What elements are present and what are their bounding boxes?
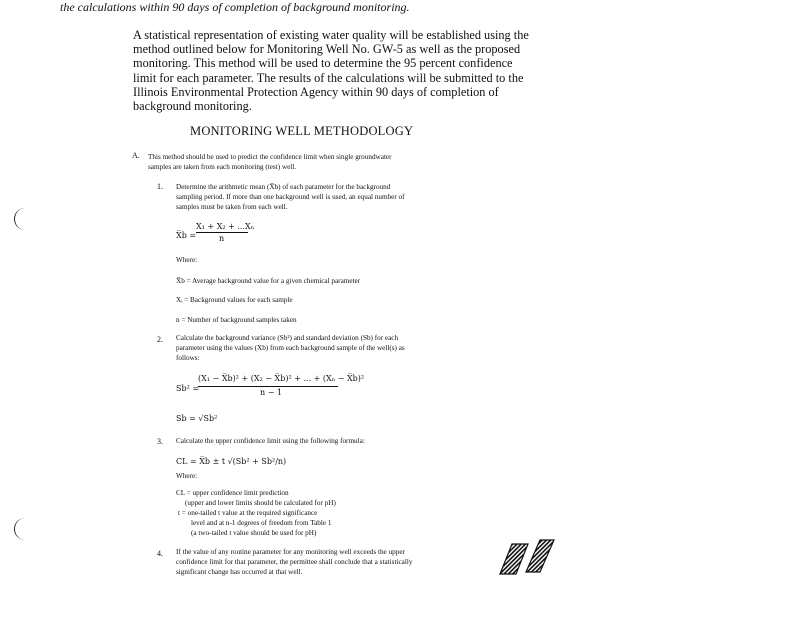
step-1-def-mean: X̅b = Average background value for a given chemical parameter [176,277,361,285]
mean-formula-bar [196,232,248,233]
intro-paragraph [133,28,529,114]
step-2-line: follows: [176,354,200,362]
step-1-text [176,182,405,212]
intro-line: Illinois Environmental Protection Agency within 90 days of completion of [133,84,499,99]
step-4-text [176,547,412,577]
variance-formula-denominator: n − 1 [260,388,283,397]
intro-line: monitoring. This method will be used to determine the 95 percent confidence [133,56,513,71]
section-a-line: samples are taken from each monitoring (test) well. [148,163,297,171]
intro-line: background monitoring. [133,99,252,114]
step-2-number: 2. [157,335,163,344]
section-a-label: A. [132,151,140,160]
section-a-text [148,152,392,172]
step-4-line: significant change has occurred at that well. [176,568,303,576]
section-a-line: This method should be used to predict the confidence limit when single groundwater [148,153,392,161]
step-1-def-values: Xᵢ = Background values for each sample [176,296,293,304]
step-1-def-count: n = Number of background samples taken [176,316,297,324]
intro-line: method outlined below for Monitoring Well No. GW-5 as well as the proposed [133,42,521,57]
step-3-def-two-tailed: (a two-tailed t value should be used for pH) [191,529,317,537]
step-2-line: parameter using the values (Xb) from each background sample of the well(s) as [176,344,405,352]
confidence-limit-formula: CL = X̅b ± t √(Sb² + Sb²/n) [176,457,287,466]
step-1-line: Determine the arithmetic mean (X̅b) of each parameter for the background [176,183,391,191]
step-1-where: Where: [176,256,198,264]
variance-formula-numerator: (X₁ − X̅b)² + (X₂ − X̅b)² + ... + (Xₙ − X̅b)² [198,374,365,383]
stamp-shape-left [500,544,528,574]
step-3-def-ph: (upper and lower limits should be calculated for pH) [185,499,336,507]
step-4-line: If the value of any routine parameter for any monitoring well exceeds the upper [176,548,405,556]
top-line: the calculations within 90 days of completion of background monitoring. [60,0,410,14]
section-title: MONITORING WELL METHODOLOGY [190,124,414,138]
mean-formula-lhs: X̅b = [176,231,197,240]
step-2-text [176,333,405,363]
step-3-def-cl: CL = upper confidence limit prediction [176,489,289,497]
mean-formula-denominator: n [219,234,225,243]
variance-formula-bar [198,386,338,387]
variance-formula-lhs: Sb² = [176,384,200,393]
intro-line: A statistical representation of existing water quality will be established using the [133,28,529,42]
stamp-mark [490,536,562,576]
step-4-number: 4. [157,549,163,558]
step-1-line: sampling period. If more than one background well is used, an equal number of [176,193,405,201]
step-4-line: confidence limit for that parameter, the permittee shall conclude that a statistically [176,558,413,566]
step-3-text: Calculate the upper confidence limit using the following formula: [176,437,365,445]
step-3-def-level: level and at n-1 degrees of freedom from Table 1 [191,519,332,527]
std-dev-formula: Sb = √Sb² [176,414,218,423]
step-3-def-t: t = one-tailed t value at the required significance [178,509,318,517]
step-3-where: Where: [176,472,198,480]
punch-hole-mark [14,208,29,230]
mean-formula-numerator: X₁ + X₂ + ...Xₙ [196,222,255,231]
punch-hole-mark [14,518,29,540]
step-2-line: Calculate the background variance (Sb²) and standard deviation (Sb) for each [176,334,399,342]
step-3-number: 3. [157,437,163,446]
step-1-number: 1. [157,182,163,191]
intro-line: limit for each parameter. The results of the calculations will be submitted to the [133,70,524,85]
stamp-shape-right [526,540,554,572]
step-1-line: samples must be taken from each well. [176,203,288,211]
